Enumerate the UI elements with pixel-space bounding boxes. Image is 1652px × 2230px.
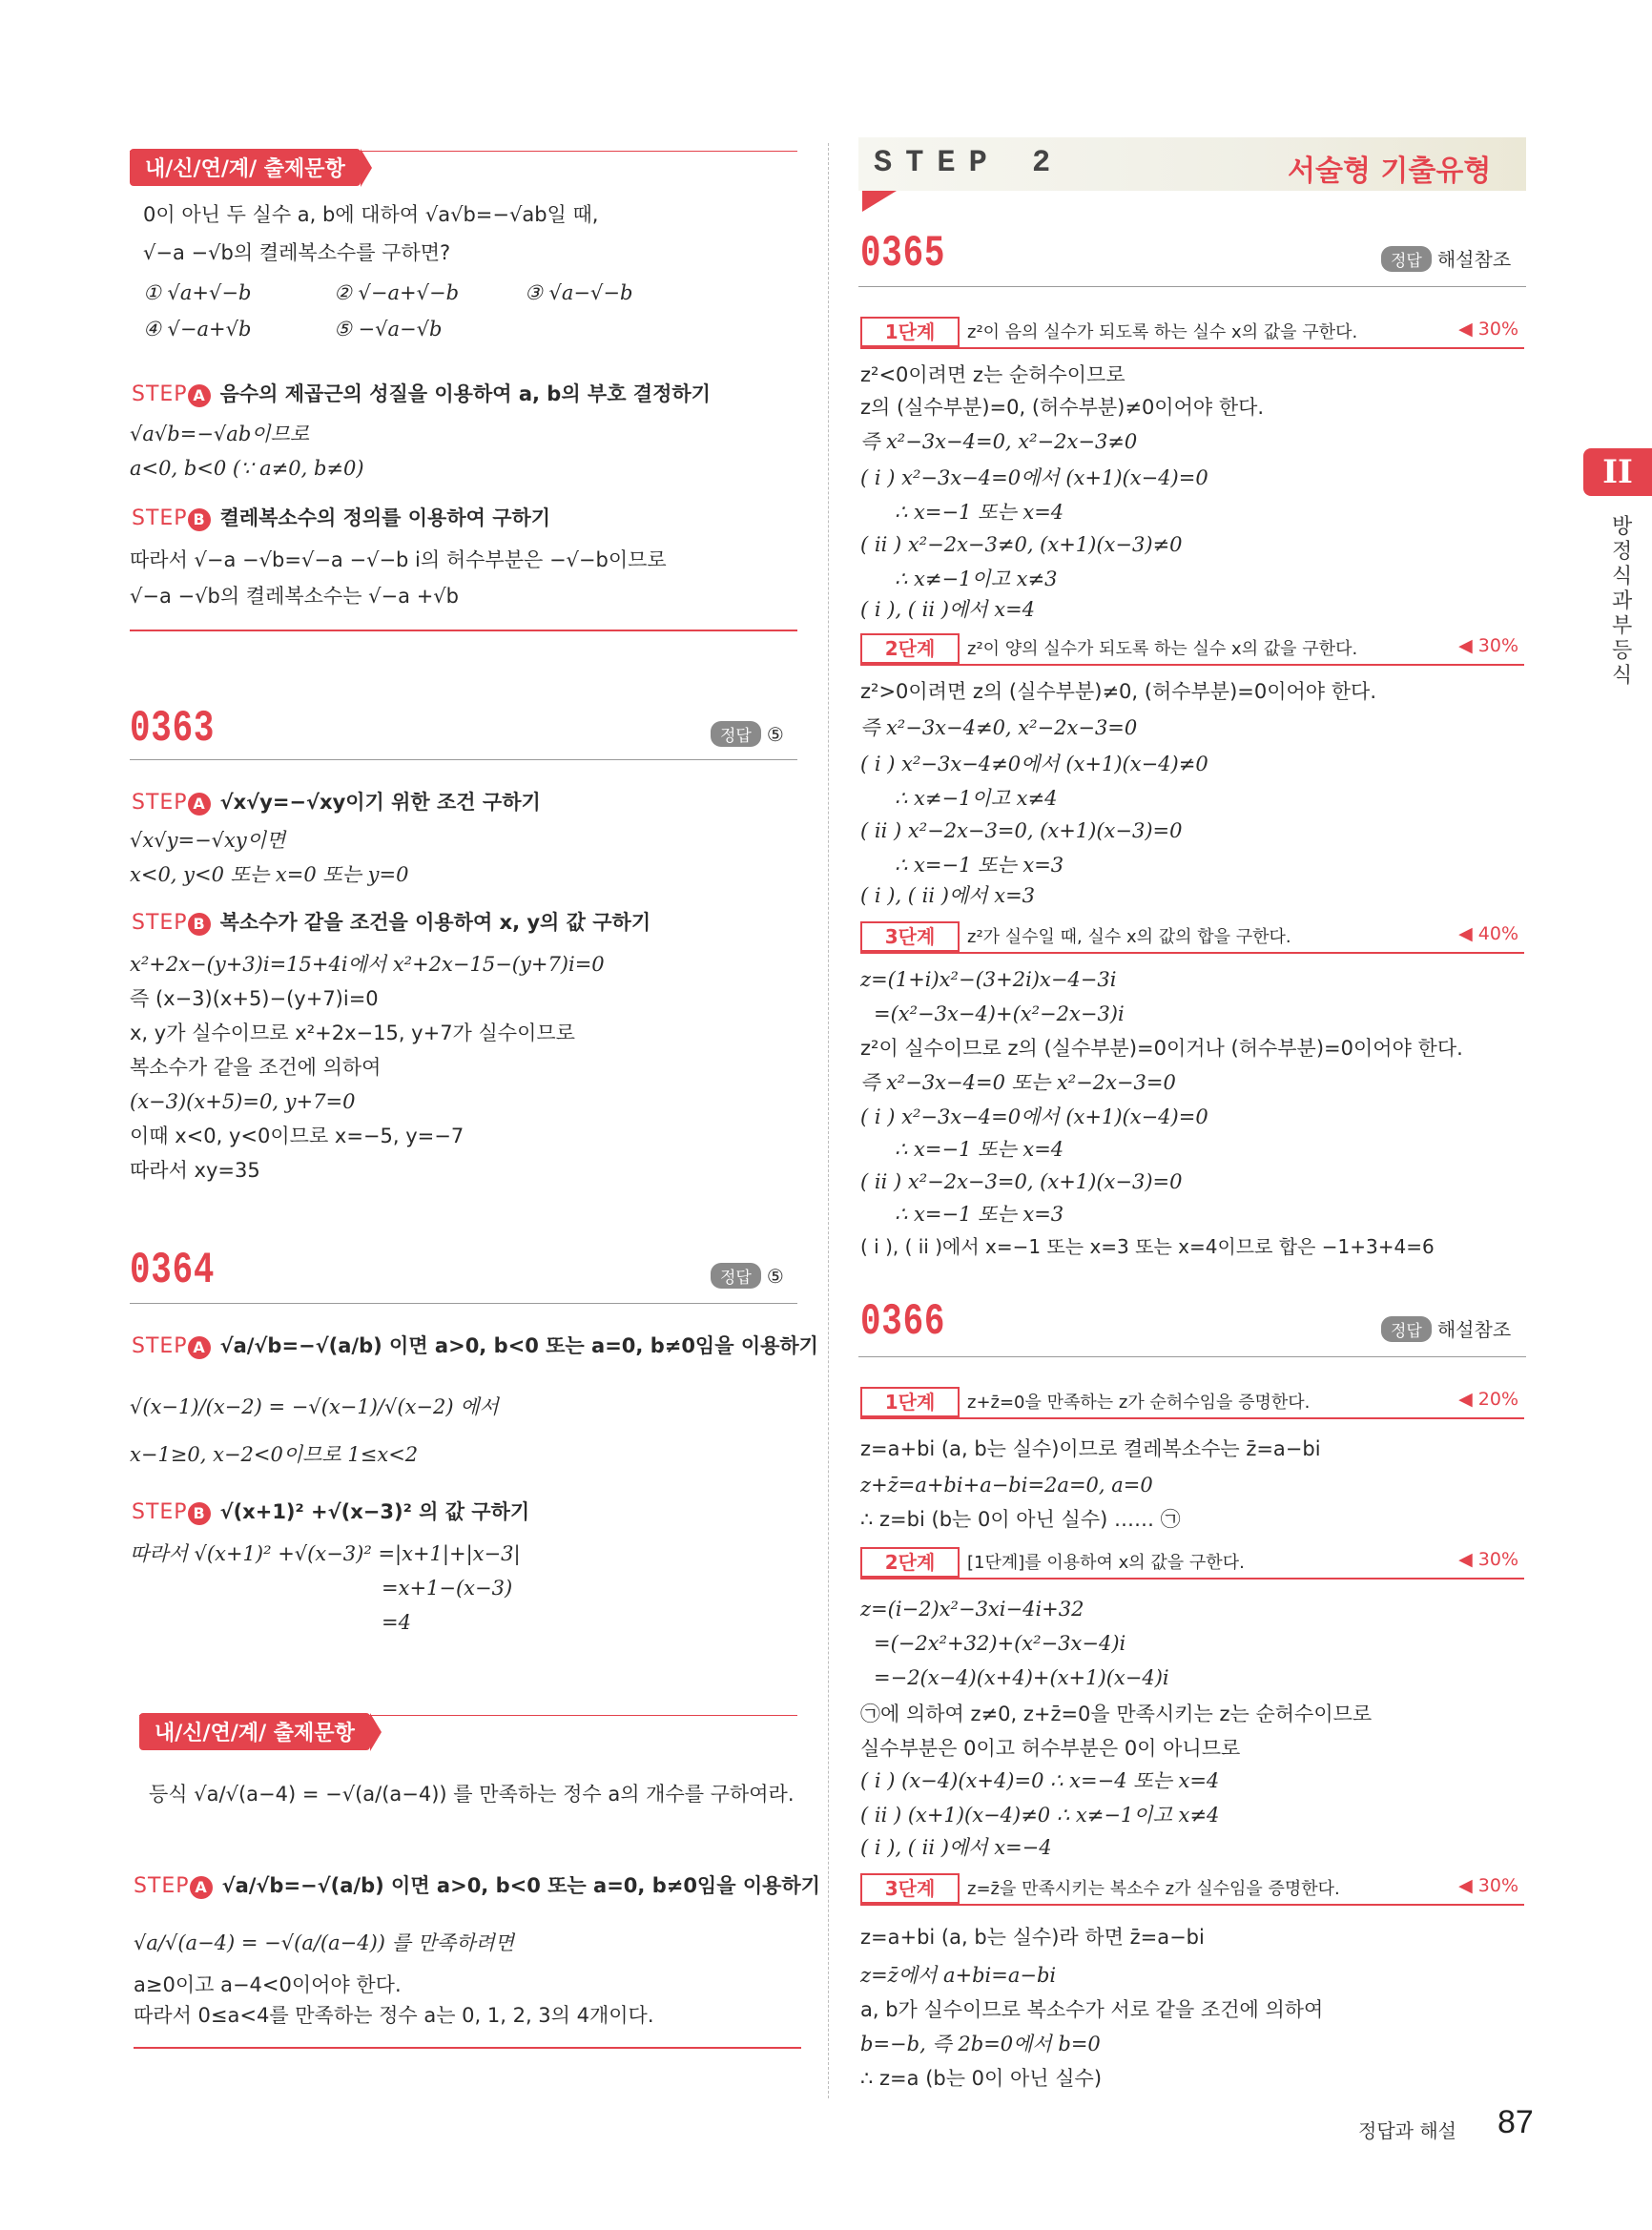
stage-rule bbox=[860, 1578, 1524, 1580]
right-column bbox=[839, 0, 1564, 2230]
solution-line: z²이 실수이므로 z의 (실수부분)=0이거나 (허수부분)=0이어야 한다. bbox=[860, 1037, 1463, 1060]
stage-desc: z=z̄을 만족시키는 복소수 z가 실수임을 증명한다. bbox=[967, 1879, 1340, 1899]
solution-line: √a/√(a−4) = −√(a/(a−4)) 를 만족하려면 bbox=[134, 1931, 515, 1954]
step-label: STEP bbox=[132, 1500, 188, 1524]
step-title: 복소수가 같을 조건을 이용하여 x, y의 값 구하기 bbox=[219, 911, 651, 934]
step2-label: STEP 2 bbox=[874, 145, 1064, 180]
step-b-line-1: 따라서 √−a −√b=√−a −√−b i의 허수부분은 −√−b이므로 bbox=[130, 548, 667, 571]
step-letter-a: A bbox=[190, 1876, 213, 1899]
solution-line: x²+2x−(y+3)i=15+4i에서 x²+2x−15−(y+7)i=0 bbox=[130, 953, 605, 976]
stage-desc: z²가 실수일 때, 실수 x의 값의 합을 구한다. bbox=[967, 927, 1291, 947]
question-number: 0365 bbox=[860, 229, 946, 279]
question-rule bbox=[130, 1303, 797, 1304]
solution-line: x<0, y<0 또는 x=0 또는 y=0 bbox=[130, 863, 409, 886]
stage-3 bbox=[860, 1873, 1524, 1902]
choice-5: ⑤ −√a−√b bbox=[334, 318, 443, 341]
solution-line: z=(1+i)x²−(3+2i)x−4−3i bbox=[860, 968, 1117, 991]
solution-line: z=a+bi (a, b는 실수)이므로 켤레복소수는 z̄=a−bi bbox=[860, 1437, 1321, 1460]
solution-line: ∴ x=−1 또는 x=3 bbox=[895, 1203, 1064, 1226]
solution-line: x, y가 실수이므로 x²+2x−15, y+7가 실수이므로 bbox=[130, 1022, 575, 1044]
solution-line: 따라서 xy=35 bbox=[130, 1159, 260, 1182]
step-letter-a: A bbox=[188, 1336, 211, 1359]
stage-label: 1단계 bbox=[860, 1387, 960, 1417]
stage-percent: ◀ 20% bbox=[1458, 1389, 1518, 1410]
solution-line: √(x−1)/(x−2) = −√(x−1)/√(x−2) 에서 bbox=[130, 1395, 499, 1418]
problem-line: 등식 √a/√(a−4) = −√(a/(a−4)) 를 만족하는 정수 a의 개수를 구하여라. bbox=[149, 1783, 795, 1806]
step-label: STEP bbox=[132, 506, 188, 530]
stage-desc: z²이 양의 실수가 되도록 하는 실수 x의 값을 구한다. bbox=[967, 639, 1358, 659]
question-rule bbox=[130, 759, 797, 760]
choice-2: ② √−a+√−b bbox=[334, 281, 460, 304]
answer-badge bbox=[711, 1263, 784, 1289]
stage-label: 2단계 bbox=[860, 633, 960, 664]
solution-line: ( i ), ( ii )에서 x=−1 또는 x=3 또는 x=4이므로 합은 −1+3+4=6 bbox=[860, 1235, 1435, 1258]
question-number: 0364 bbox=[130, 1246, 216, 1295]
problem-line-1: 0이 아닌 두 실수 a, b에 대하여 √a√b=−√ab일 때, bbox=[143, 203, 599, 226]
solution-line: z=z̄에서 a+bi=a−bi bbox=[860, 1964, 1057, 1987]
stage-1 bbox=[860, 317, 1524, 345]
solution-line: ( i ), ( ii )에서 x=3 bbox=[860, 884, 1036, 907]
solution-line: ( ii ) x²−2x−3=0, (x+1)(x−3)=0 bbox=[860, 819, 1183, 842]
stage-percent: ◀ 30% bbox=[1458, 635, 1518, 656]
step-title: 음수의 제곱근의 성질을 이용하여 a, b의 부호 결정하기 bbox=[219, 382, 711, 405]
answer-value: 해설참조 bbox=[1436, 248, 1512, 271]
column-divider bbox=[828, 143, 829, 2098]
stage-rule bbox=[860, 664, 1524, 666]
step-letter-b: B bbox=[188, 508, 211, 531]
step-label: STEP bbox=[132, 1334, 188, 1358]
answer-value: 해설참조 bbox=[1436, 1318, 1512, 1341]
solution-line: ( i ), ( ii )에서 x=4 bbox=[860, 598, 1036, 621]
solution-line: b=−b, 즉 2b=0에서 b=0 bbox=[860, 2033, 1101, 2055]
answer-badge bbox=[1381, 244, 1511, 272]
block-top-rule bbox=[139, 1715, 797, 1716]
stage-label: 3단계 bbox=[860, 1873, 960, 1904]
step-a-heading bbox=[132, 1332, 818, 1361]
solution-line: ( i ) (x−4)(x+4)=0 ∴ x=−4 또는 x=4 bbox=[860, 1769, 1220, 1792]
solution-line: =−2(x−4)(x+4)+(x+1)(x−4)i bbox=[874, 1666, 1169, 1689]
stage-label: 3단계 bbox=[860, 921, 960, 952]
answer-value: ⑤ bbox=[766, 723, 784, 746]
stage-desc: z²이 음의 실수가 되도록 하는 실수 x의 값을 구한다. bbox=[967, 322, 1358, 342]
block-top-rule bbox=[130, 151, 797, 152]
step-b-line-2: √−a −√b의 켤레복소수는 √−a +√b bbox=[130, 585, 460, 608]
solution-line: z+z̄=a+bi+a−bi=2a=0, a=0 bbox=[860, 1474, 1153, 1497]
solution-line: x−1≥0, x−2<0이므로 1≤x<2 bbox=[130, 1443, 419, 1466]
solution-line: z의 (실수부분)=0, (허수부분)≠0이어야 한다. bbox=[860, 396, 1265, 419]
answer-value: ⑤ bbox=[766, 1265, 784, 1288]
solution-line: ∴ x=−1 또는 x=4 bbox=[895, 1138, 1064, 1161]
question-number: 0363 bbox=[130, 704, 216, 754]
stage-percent: ◀ 40% bbox=[1458, 923, 1518, 944]
solution-line: 따라서 0≤a<4를 만족하는 정수 a는 0, 1, 2, 3의 4개이다. bbox=[134, 2004, 654, 2027]
answer-badge bbox=[711, 721, 784, 747]
solution-line: a≥0이고 a−4<0이어야 한다. bbox=[134, 1973, 402, 1996]
solution-line: ∴ x≠−1이고 x≠4 bbox=[895, 787, 1058, 810]
step-letter-a: A bbox=[188, 384, 211, 407]
question-number: 0366 bbox=[860, 1297, 946, 1347]
step-a-line-1: √a√b=−√ab이므로 bbox=[130, 423, 310, 445]
solution-line: =x+1−(x−3) bbox=[382, 1577, 513, 1600]
stage-desc: [1단계]를 이용하여 x의 값을 구한다. bbox=[967, 1553, 1245, 1573]
solution-line: 즉 x²−3x−4=0, x²−2x−3≠0 bbox=[860, 430, 1138, 453]
solution-line: ( i ) x²−3x−4=0에서 (x+1)(x−4)=0 bbox=[860, 466, 1208, 489]
solution-line: =4 bbox=[382, 1611, 411, 1634]
naesin-tag: 내/신/연/계/ 출제문항 bbox=[130, 149, 361, 186]
step-title: √(x+1)² +√(x−3)² 의 값 구하기 bbox=[219, 1500, 530, 1523]
step-letter-b: B bbox=[188, 913, 211, 936]
answer-pill: 정답 bbox=[711, 721, 761, 747]
solution-line: ㉠에 의하여 z≠0, z+z̄=0을 만족시키는 z는 순허수이므로 bbox=[860, 1703, 1373, 1725]
solution-line: 즉 (x−3)(x+5)−(y+7)i=0 bbox=[130, 987, 379, 1010]
problem-line-2: √−a −√b의 켤레복소수를 구하면? bbox=[143, 241, 451, 264]
solution-line: ( ii ) x²−2x−3=0, (x+1)(x−3)=0 bbox=[860, 1170, 1183, 1193]
solution-line: ∴ x=−1 또는 x=4 bbox=[895, 501, 1064, 524]
answer-pill: 정답 bbox=[1381, 246, 1432, 272]
choice-1: ① √a+√−b bbox=[143, 281, 252, 304]
stage-1 bbox=[860, 1387, 1524, 1415]
solution-line: √x√y=−√xy이면 bbox=[130, 829, 286, 852]
step-a-heading bbox=[132, 380, 711, 409]
solution-line: 따라서 √(x+1)² +√(x−3)² =|x+1|+|x−3| bbox=[130, 1542, 521, 1565]
step-b-heading bbox=[132, 908, 650, 938]
stage-2 bbox=[860, 1547, 1524, 1576]
choice-3: ③ √a−√−b bbox=[525, 281, 633, 304]
footer-label: 정답과 해설 bbox=[1358, 2119, 1456, 2142]
solution-line: z²>0이려면 z의 (실수부분)≠0, (허수부분)=0이어야 한다. bbox=[860, 680, 1377, 703]
step-a-heading bbox=[134, 1871, 820, 1901]
chapter-tab-label: 방정식과 부등식 bbox=[1612, 515, 1633, 688]
solution-line: 이때 x<0, y<0이므로 x=−5, y=−7 bbox=[130, 1125, 465, 1147]
stage-desc: z+z̄=0을 만족하는 z가 순허수임을 증명한다. bbox=[967, 1393, 1311, 1413]
question-rule bbox=[858, 286, 1526, 287]
step-letter-b: B bbox=[188, 1502, 211, 1525]
step-title: √a/√b=−√(a/b) 이면 a>0, b<0 또는 a=0, b≠0임을 이용하기 bbox=[219, 1334, 818, 1357]
solution-line: =(x²−3x−4)+(x²−2x−3)i bbox=[874, 1002, 1125, 1025]
step-a-heading bbox=[132, 788, 541, 817]
stage-percent: ◀ 30% bbox=[1458, 1875, 1518, 1896]
solution-line: ∴ z=bi (b는 0이 아닌 실수) …… ㉠ bbox=[860, 1508, 1181, 1531]
solution-line: ∴ z=a (b는 0이 아닌 실수) bbox=[860, 2067, 1103, 2090]
solution-line: ( i ) x²−3x−4≠0에서 (x+1)(x−4)≠0 bbox=[860, 753, 1208, 775]
block-bottom-rule bbox=[134, 2047, 801, 2049]
solution-line: ( ii ) x²−2x−3≠0, (x+1)(x−3)≠0 bbox=[860, 533, 1183, 556]
answer-pill: 정답 bbox=[711, 1263, 761, 1289]
solution-line: ∴ x≠−1이고 x≠3 bbox=[895, 568, 1058, 590]
solution-line: 즉 x²−3x−4=0 또는 x²−2x−3=0 bbox=[860, 1071, 1176, 1094]
choice-4: ④ √−a+√b bbox=[143, 318, 252, 341]
step-label: STEP bbox=[132, 911, 188, 935]
solution-line: ( ii ) (x+1)(x−4)≠0 ∴ x≠−1이고 x≠4 bbox=[860, 1804, 1220, 1827]
solution-line: ∴ x=−1 또는 x=3 bbox=[895, 854, 1064, 877]
left-column bbox=[0, 0, 820, 2230]
answer-badge bbox=[1381, 1314, 1511, 1342]
step-b-heading bbox=[132, 504, 550, 533]
answer-pill: 정답 bbox=[1381, 1316, 1432, 1342]
step-label: STEP bbox=[132, 791, 188, 815]
step-a-line-2: a<0, b<0 (∵ a≠0, b≠0) bbox=[130, 457, 364, 480]
solution-line: ( i ), ( ii )에서 x=−4 bbox=[860, 1836, 1052, 1859]
step2-title: 서술형 기출유형 bbox=[1288, 155, 1492, 188]
step-title: √x√y=−√xy이기 위한 조건 구하기 bbox=[219, 791, 541, 814]
solution-line: =(−2x²+32)+(x²−3x−4)i bbox=[874, 1632, 1126, 1655]
header-triangle bbox=[862, 191, 897, 212]
question-rule bbox=[858, 1356, 1526, 1357]
chapter-tab: II bbox=[1583, 448, 1652, 496]
stage-rule bbox=[860, 347, 1524, 349]
stage-2 bbox=[860, 633, 1524, 662]
stage-label: 1단계 bbox=[860, 317, 960, 347]
solution-line: 복소수가 같을 조건에 의하여 bbox=[130, 1056, 382, 1079]
stage-rule bbox=[860, 952, 1524, 954]
solution-line: 즉 x²−3x−4≠0, x²−2x−3=0 bbox=[860, 716, 1138, 739]
step-title: 켤레복소수의 정의를 이용하여 구하기 bbox=[219, 506, 551, 529]
stage-3 bbox=[860, 921, 1524, 950]
solution-line: ( i ) x²−3x−4=0에서 (x+1)(x−4)=0 bbox=[860, 1105, 1208, 1128]
naesin-tag: 내/신/연/계/ 출제문항 bbox=[139, 1713, 370, 1750]
solution-line: 실수부분은 0이고 허수부분은 0이 아니므로 bbox=[860, 1737, 1241, 1760]
stage-percent: ◀ 30% bbox=[1458, 319, 1518, 340]
stage-rule bbox=[860, 1417, 1524, 1419]
solution-line: z=a+bi (a, b는 실수)라 하면 z̄=a−bi bbox=[860, 1926, 1205, 1949]
stage-percent: ◀ 30% bbox=[1458, 1549, 1518, 1570]
solution-line: a, b가 실수이므로 복소수가 서로 같을 조건에 의하여 bbox=[860, 1998, 1324, 2021]
stage-rule bbox=[860, 1904, 1524, 1906]
step-label: STEP bbox=[134, 1874, 190, 1898]
block-bottom-rule bbox=[130, 630, 797, 631]
step-label: STEP bbox=[132, 382, 188, 406]
step-letter-a: A bbox=[188, 793, 211, 816]
step-b-heading bbox=[132, 1497, 529, 1527]
page-number: 87 bbox=[1497, 2104, 1534, 2140]
solution-line: z=(i−2)x²−3xi−4i+32 bbox=[860, 1598, 1084, 1621]
solution-line: z²<0이려면 z는 순허수이므로 bbox=[860, 363, 1125, 386]
solution-line: (x−3)(x+5)=0, y+7=0 bbox=[130, 1090, 356, 1113]
stage-label: 2단계 bbox=[860, 1547, 960, 1578]
step-title: √a/√b=−√(a/b) 이면 a>0, b<0 또는 a=0, b≠0임을 이용하기 bbox=[221, 1874, 820, 1897]
